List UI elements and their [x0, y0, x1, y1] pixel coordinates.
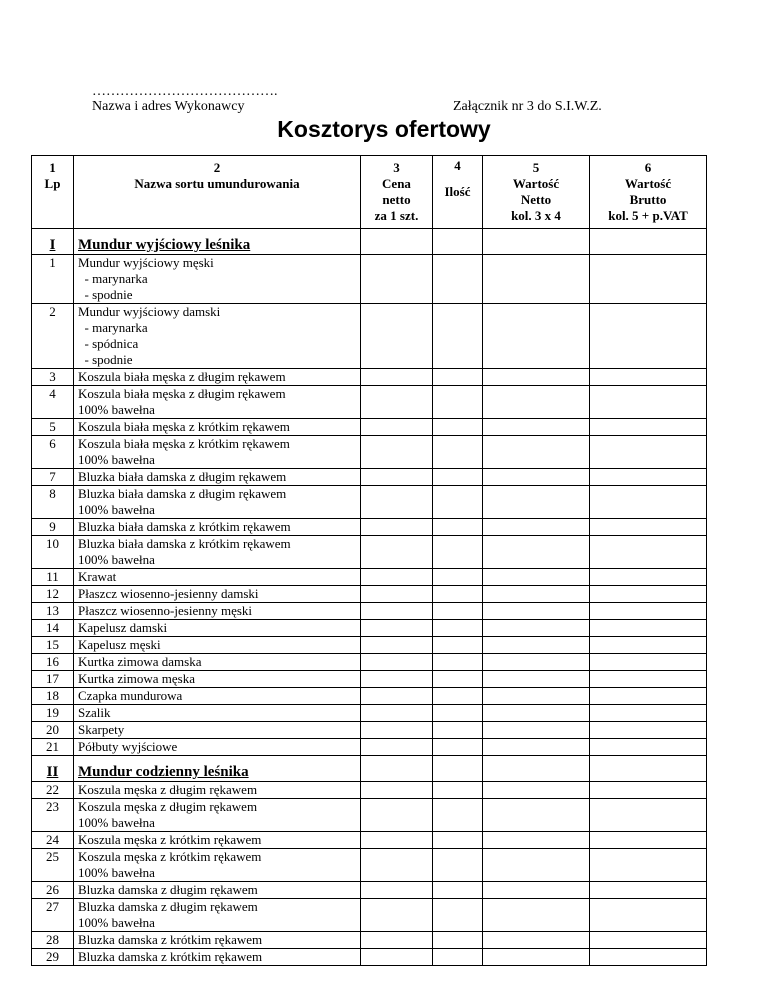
- column-label: Ilość: [444, 184, 471, 199]
- gross-value-cell: [590, 304, 707, 369]
- table-row: [32, 536, 707, 569]
- item-name: Kurtka zimowa damska: [78, 654, 202, 669]
- item-name-cell: [74, 705, 361, 722]
- item-name-cell: [74, 832, 361, 849]
- net-value-cell: [483, 637, 590, 654]
- quantity-cell: [433, 586, 483, 603]
- net-value-cell: [483, 436, 590, 469]
- gross-value-cell: [590, 722, 707, 739]
- unit-price-cell: [361, 603, 433, 620]
- net-value-cell: [483, 536, 590, 569]
- gross-value-cell: [590, 586, 707, 603]
- section-row: [32, 756, 707, 782]
- unit-price-cell: [361, 637, 433, 654]
- row-number: 18: [32, 688, 74, 705]
- row-number: 10: [32, 536, 74, 569]
- quantity-cell: [433, 688, 483, 705]
- item-name-cell: [74, 436, 361, 469]
- unit-price-cell: [361, 949, 433, 966]
- net-value-cell: [483, 899, 590, 932]
- net-value-cell: [483, 620, 590, 637]
- column-number: 3: [393, 160, 400, 175]
- unit-price-cell: [361, 899, 433, 932]
- unit-price-cell: [361, 436, 433, 469]
- item-name-cell: [74, 782, 361, 799]
- gross-value-cell: [590, 949, 707, 966]
- quantity-cell: [433, 782, 483, 799]
- quantity-cell: [433, 756, 483, 782]
- item-name-cell: [74, 603, 361, 620]
- item-name-cell: [74, 949, 361, 966]
- section-title-cell: [74, 756, 361, 782]
- unit-price-cell: [361, 255, 433, 304]
- table-row: [32, 603, 707, 620]
- item-detail: - spódnica: [78, 336, 139, 351]
- quantity-cell: [433, 932, 483, 949]
- net-value-cell: [483, 586, 590, 603]
- item-name: Płaszcz wiosenno-jesienny męski: [78, 603, 253, 618]
- item-name-cell: [74, 255, 361, 304]
- item-name-cell: [74, 304, 361, 369]
- item-detail: 100% bawełna: [78, 865, 155, 880]
- item-name-cell: [74, 469, 361, 486]
- table-row: [32, 899, 707, 932]
- item-name: Bluzka damska z długim rękawem: [78, 882, 258, 897]
- net-value-cell: [483, 705, 590, 722]
- table-row: [32, 688, 707, 705]
- table-row: [32, 882, 707, 899]
- gross-value-cell: [590, 705, 707, 722]
- item-name-cell: [74, 637, 361, 654]
- quantity-cell: [433, 637, 483, 654]
- table-row: [32, 832, 707, 849]
- item-name-cell: [74, 688, 361, 705]
- quantity-cell: [433, 469, 483, 486]
- quantity-cell: [433, 722, 483, 739]
- net-value-cell: [483, 229, 590, 255]
- unit-price-cell: [361, 654, 433, 671]
- net-value-cell: [483, 882, 590, 899]
- item-name: Bluzka biała damska z krótkim rękawem: [78, 536, 291, 551]
- unit-price-cell: [361, 229, 433, 255]
- quantity-cell: [433, 486, 483, 519]
- row-number: 4: [32, 386, 74, 419]
- column-number: 2: [213, 160, 221, 175]
- item-name: Mundur wyjściowy damski: [78, 304, 221, 319]
- section-title: Mundur codzienny leśnika: [78, 764, 249, 780]
- gross-value-cell: [590, 369, 707, 386]
- gross-value-cell: [590, 469, 707, 486]
- section-title: Mundur wyjściowy leśnika: [78, 237, 251, 253]
- contractor-name-label: Nazwa i adres Wykonawcy: [92, 99, 245, 114]
- table-header-row: [32, 156, 707, 229]
- row-number: 6: [32, 436, 74, 469]
- item-name: Krawat: [78, 569, 117, 584]
- row-number: 27: [32, 899, 74, 932]
- item-name: Czapka mundurowa: [78, 688, 183, 703]
- unit-price-cell: [361, 882, 433, 899]
- item-name: Koszula męska z krótkim rękawem: [78, 832, 262, 847]
- gross-value-cell: [590, 486, 707, 519]
- item-name-cell: [74, 882, 361, 899]
- row-number: 15: [32, 637, 74, 654]
- column-label: Wartość Brutto kol. 5 + p.VAT: [608, 176, 688, 223]
- unit-price-cell: [361, 756, 433, 782]
- quantity-cell: [433, 419, 483, 436]
- table-row: [32, 569, 707, 586]
- row-number: 9: [32, 519, 74, 536]
- quantity-cell: [433, 536, 483, 569]
- net-value-cell: [483, 832, 590, 849]
- item-detail: - marynarka: [78, 271, 148, 286]
- column-number: 6: [644, 160, 652, 175]
- item-name-cell: [74, 519, 361, 536]
- item-name: Mundur wyjściowy męski: [78, 255, 214, 270]
- row-number: 5: [32, 419, 74, 436]
- section-row: [32, 229, 707, 255]
- item-name: Koszula biała męska z krótkim rękawem: [78, 436, 290, 451]
- unit-price-cell: [361, 419, 433, 436]
- item-detail: 100% bawełna: [78, 402, 155, 417]
- gross-value-cell: [590, 229, 707, 255]
- quantity-cell: [433, 899, 483, 932]
- item-name-cell: [74, 671, 361, 688]
- unit-price-cell: [361, 304, 433, 369]
- unit-price-cell: [361, 369, 433, 386]
- column-label: Lp: [44, 176, 61, 191]
- item-detail: 100% bawełna: [78, 815, 155, 830]
- gross-value-cell: [590, 782, 707, 799]
- item-name: Koszula męska z długim rękawem: [78, 782, 258, 797]
- gross-value-cell: [590, 654, 707, 671]
- net-value-cell: [483, 386, 590, 419]
- item-name: Szalik: [78, 705, 111, 720]
- item-name: Bluzka damska z długim rękawem: [78, 899, 258, 914]
- unit-price-cell: [361, 469, 433, 486]
- item-name: Bluzka biała damska z krótkim rękawem: [78, 519, 291, 534]
- table-row: [32, 637, 707, 654]
- unit-price-cell: [361, 705, 433, 722]
- row-number: 12: [32, 586, 74, 603]
- unit-price-cell: [361, 932, 433, 949]
- unit-price-cell: [361, 739, 433, 756]
- net-value-cell: [483, 519, 590, 536]
- item-detail: 100% bawełna: [78, 502, 155, 517]
- net-value-cell: [483, 654, 590, 671]
- gross-value-cell: [590, 569, 707, 586]
- item-name-cell: [74, 799, 361, 832]
- column-header-name: [74, 156, 361, 229]
- unit-price-cell: [361, 849, 433, 882]
- gross-value-cell: [590, 899, 707, 932]
- net-value-cell: [483, 603, 590, 620]
- quantity-cell: [433, 229, 483, 255]
- column-header-net-value: [483, 156, 590, 229]
- item-detail: 100% bawełna: [78, 552, 155, 567]
- gross-value-cell: [590, 671, 707, 688]
- table-row: [32, 932, 707, 949]
- table-row: [32, 436, 707, 469]
- item-name-cell: [74, 932, 361, 949]
- row-number: 17: [32, 671, 74, 688]
- gross-value-cell: [590, 603, 707, 620]
- quantity-cell: [433, 386, 483, 419]
- item-name: Kapelusz damski: [78, 620, 168, 635]
- row-number: 23: [32, 799, 74, 832]
- item-name: Kapelusz męski: [78, 637, 161, 652]
- unit-price-cell: [361, 586, 433, 603]
- table-body: [32, 229, 707, 966]
- unit-price-cell: [361, 671, 433, 688]
- net-value-cell: [483, 419, 590, 436]
- unit-price-cell: [361, 799, 433, 832]
- item-name: Bluzka damska z krótkim rękawem: [78, 949, 263, 964]
- net-value-cell: [483, 369, 590, 386]
- item-name: Bluzka biała damska z długim rękawem: [78, 469, 287, 484]
- unit-price-cell: [361, 688, 433, 705]
- section-number: I: [32, 229, 74, 255]
- item-name-cell: [74, 536, 361, 569]
- item-name-cell: [74, 849, 361, 882]
- row-number: 13: [32, 603, 74, 620]
- column-header-gross-value: [590, 156, 707, 229]
- quantity-cell: [433, 569, 483, 586]
- net-value-cell: [483, 932, 590, 949]
- quantity-cell: [433, 799, 483, 832]
- page-title: Kosztorys ofertowy: [277, 116, 491, 142]
- item-name: Koszula męska z krótkim rękawem: [78, 849, 262, 864]
- quantity-cell: [433, 436, 483, 469]
- item-name-cell: [74, 620, 361, 637]
- table-row: [32, 369, 707, 386]
- item-name: Koszula biała męska z długim rękawem: [78, 369, 286, 384]
- table-row: [32, 722, 707, 739]
- gross-value-cell: [590, 255, 707, 304]
- item-detail: - marynarka: [78, 320, 148, 335]
- quantity-cell: [433, 304, 483, 369]
- table-row: [32, 419, 707, 436]
- item-name: Koszula męska z długim rękawem: [78, 799, 258, 814]
- unit-price-cell: [361, 620, 433, 637]
- net-value-cell: [483, 569, 590, 586]
- net-value-cell: [483, 949, 590, 966]
- item-name-cell: [74, 386, 361, 419]
- net-value-cell: [483, 486, 590, 519]
- quantity-cell: [433, 603, 483, 620]
- item-detail: - spodnie: [78, 287, 133, 302]
- table-row: [32, 849, 707, 882]
- row-number: 7: [32, 469, 74, 486]
- row-number: 3: [32, 369, 74, 386]
- row-number: 26: [32, 882, 74, 899]
- net-value-cell: [483, 849, 590, 882]
- gross-value-cell: [590, 620, 707, 637]
- net-value-cell: [483, 304, 590, 369]
- table-row: [32, 386, 707, 419]
- item-name-cell: [74, 654, 361, 671]
- row-number: 1: [32, 255, 74, 304]
- table-row: [32, 782, 707, 799]
- quantity-cell: [433, 671, 483, 688]
- gross-value-cell: [590, 932, 707, 949]
- net-value-cell: [483, 688, 590, 705]
- net-value-cell: [483, 799, 590, 832]
- gross-value-cell: [590, 386, 707, 419]
- signature-dotted-line: ………………………………….: [92, 84, 278, 99]
- gross-value-cell: [590, 419, 707, 436]
- net-value-cell: [483, 671, 590, 688]
- table-row: [32, 705, 707, 722]
- column-number: 5: [532, 160, 540, 175]
- cost-estimate-table: [31, 155, 707, 966]
- quantity-cell: [433, 705, 483, 722]
- row-number: 22: [32, 782, 74, 799]
- gross-value-cell: [590, 832, 707, 849]
- unit-price-cell: [361, 386, 433, 419]
- row-number: 14: [32, 620, 74, 637]
- row-number: 21: [32, 739, 74, 756]
- column-label: Cena netto za 1 szt.: [374, 176, 419, 223]
- row-number: 16: [32, 654, 74, 671]
- gross-value-cell: [590, 882, 707, 899]
- quantity-cell: [433, 739, 483, 756]
- item-name: Skarpety: [78, 722, 125, 737]
- gross-value-cell: [590, 739, 707, 756]
- column-number: 4: [454, 158, 461, 173]
- column-number: 1: [49, 160, 56, 175]
- gross-value-cell: [590, 799, 707, 832]
- net-value-cell: [483, 756, 590, 782]
- table-row: [32, 799, 707, 832]
- item-name-cell: [74, 899, 361, 932]
- section-title-cell: [74, 229, 361, 255]
- net-value-cell: [483, 722, 590, 739]
- row-number: 19: [32, 705, 74, 722]
- gross-value-cell: [590, 756, 707, 782]
- quantity-cell: [433, 949, 483, 966]
- quantity-cell: [433, 369, 483, 386]
- item-name-cell: [74, 739, 361, 756]
- column-header-lp: [32, 156, 74, 229]
- item-name: Bluzka damska z krótkim rękawem: [78, 932, 263, 947]
- item-name: Płaszcz wiosenno-jesienny damski: [78, 586, 259, 601]
- unit-price-cell: [361, 536, 433, 569]
- gross-value-cell: [590, 849, 707, 882]
- net-value-cell: [483, 255, 590, 304]
- item-name: Półbuty wyjściowe: [78, 739, 178, 754]
- table-row: [32, 739, 707, 756]
- unit-price-cell: [361, 486, 433, 519]
- unit-price-cell: [361, 569, 433, 586]
- net-value-cell: [483, 782, 590, 799]
- annex-label: Załącznik nr 3 do S.I.W.Z.: [453, 99, 602, 114]
- table-row: [32, 255, 707, 304]
- gross-value-cell: [590, 519, 707, 536]
- item-detail: - spodnie: [78, 352, 133, 367]
- unit-price-cell: [361, 519, 433, 536]
- quantity-cell: [433, 620, 483, 637]
- unit-price-cell: [361, 832, 433, 849]
- column-header-unit-price: [361, 156, 433, 229]
- column-header-quantity: [433, 156, 483, 229]
- table-row: [32, 486, 707, 519]
- table-row: [32, 519, 707, 536]
- row-number: 29: [32, 949, 74, 966]
- item-detail: 100% bawełna: [78, 915, 155, 930]
- item-name-cell: [74, 369, 361, 386]
- item-name-cell: [74, 586, 361, 603]
- net-value-cell: [483, 469, 590, 486]
- row-number: 25: [32, 849, 74, 882]
- gross-value-cell: [590, 688, 707, 705]
- quantity-cell: [433, 519, 483, 536]
- quantity-cell: [433, 255, 483, 304]
- item-name: Koszula biała męska z krótkim rękawem: [78, 419, 290, 434]
- unit-price-cell: [361, 782, 433, 799]
- row-number: 11: [32, 569, 74, 586]
- table-row: [32, 469, 707, 486]
- row-number: 8: [32, 486, 74, 519]
- table-row: [32, 586, 707, 603]
- net-value-cell: [483, 739, 590, 756]
- item-name-cell: [74, 722, 361, 739]
- quantity-cell: [433, 654, 483, 671]
- quantity-cell: [433, 849, 483, 882]
- row-number: 24: [32, 832, 74, 849]
- table-row: [32, 654, 707, 671]
- item-detail: 100% bawełna: [78, 452, 155, 467]
- gross-value-cell: [590, 637, 707, 654]
- column-label: Wartość Netto kol. 3 x 4: [511, 176, 561, 223]
- item-name-cell: [74, 419, 361, 436]
- gross-value-cell: [590, 536, 707, 569]
- gross-value-cell: [590, 436, 707, 469]
- row-number: 20: [32, 722, 74, 739]
- item-name: Kurtka zimowa męska: [78, 671, 195, 686]
- row-number: 28: [32, 932, 74, 949]
- quantity-cell: [433, 882, 483, 899]
- section-number: II: [32, 756, 74, 782]
- item-name-cell: [74, 569, 361, 586]
- table-row: [32, 620, 707, 637]
- item-name-cell: [74, 486, 361, 519]
- item-name: Bluzka biała damska z długim rękawem: [78, 486, 287, 501]
- table-row: [32, 949, 707, 966]
- table-row: [32, 304, 707, 369]
- table-row: [32, 671, 707, 688]
- row-number: 2: [32, 304, 74, 369]
- item-name: Koszula biała męska z długim rękawem: [78, 386, 286, 401]
- quantity-cell: [433, 832, 483, 849]
- unit-price-cell: [361, 722, 433, 739]
- column-label: Nazwa sortu umundurowania: [134, 176, 300, 191]
